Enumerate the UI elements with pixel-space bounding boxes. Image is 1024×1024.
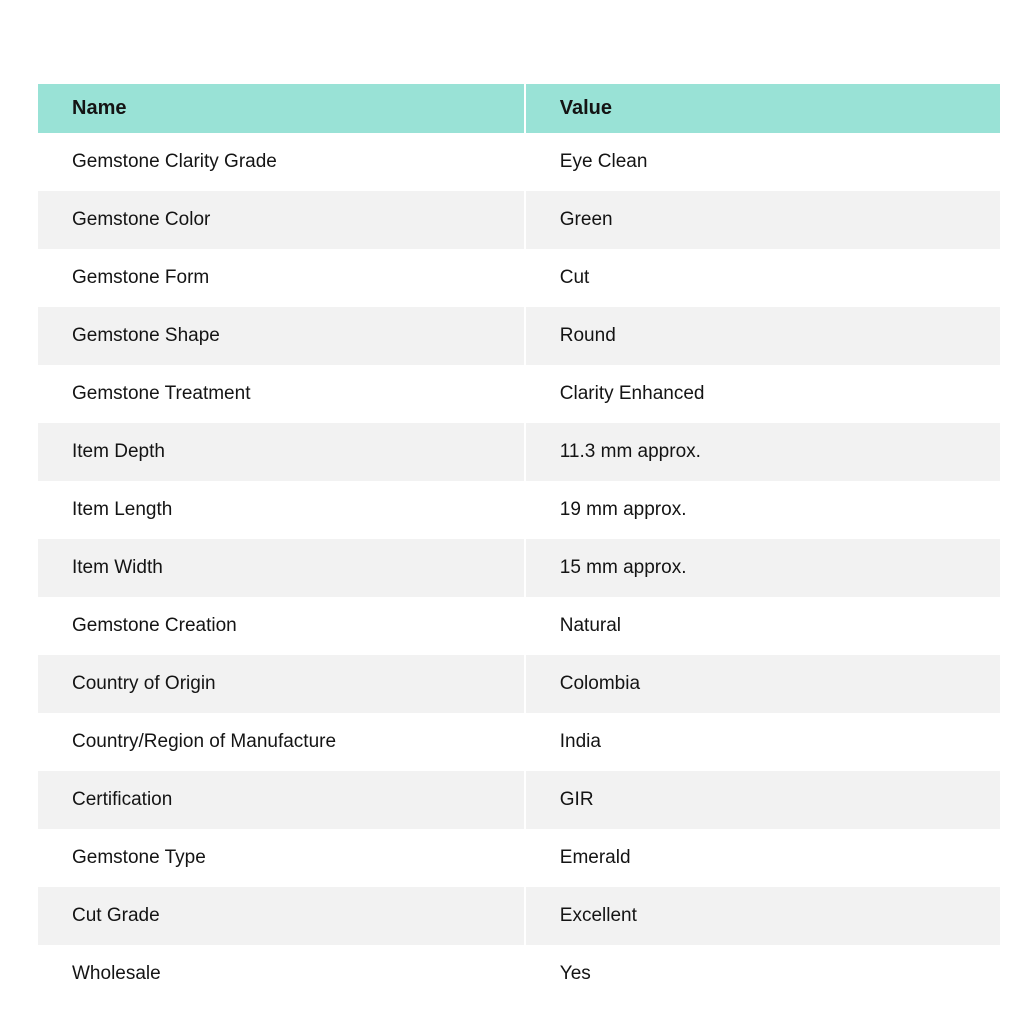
table-row [38, 191, 1000, 249]
spec-name-cell: Gemstone Form [38, 249, 525, 307]
spec-value-cell: Cut [525, 249, 1000, 307]
table-row [38, 249, 1000, 307]
spec-value-cell: Eye Clean [525, 133, 1000, 191]
spec-value-cell: GIR [525, 771, 1000, 829]
table-row [38, 597, 1000, 655]
table-row [38, 539, 1000, 597]
table-row [38, 365, 1000, 423]
table-header-row [38, 84, 1000, 133]
item-specifics-section [38, 84, 1000, 1003]
table-row [38, 307, 1000, 365]
column-header-value: Value [525, 84, 1000, 133]
table-row [38, 481, 1000, 539]
spec-value-cell: Colombia [525, 655, 1000, 713]
table-row [38, 887, 1000, 945]
column-header-name: Name [38, 84, 525, 133]
spec-value-cell: Emerald [525, 829, 1000, 887]
spec-value-cell: Natural [525, 597, 1000, 655]
spec-name-cell: Country/Region of Manufacture [38, 713, 525, 771]
spec-name-cell: Cut Grade [38, 887, 525, 945]
table-row [38, 829, 1000, 887]
spec-value-cell: Clarity Enhanced [525, 365, 1000, 423]
spec-value-cell: 11.3 mm approx. [525, 423, 1000, 481]
spec-value-cell: 19 mm approx. [525, 481, 1000, 539]
spec-name-cell: Gemstone Clarity Grade [38, 133, 525, 191]
item-specifics-table [38, 84, 1000, 1003]
spec-name-cell: Item Width [38, 539, 525, 597]
table-row [38, 133, 1000, 191]
spec-name-cell: Item Length [38, 481, 525, 539]
table-row [38, 423, 1000, 481]
spec-name-cell: Gemstone Color [38, 191, 525, 249]
spec-value-cell: India [525, 713, 1000, 771]
spec-name-cell: Wholesale [38, 945, 525, 1003]
spec-name-cell: Gemstone Treatment [38, 365, 525, 423]
spec-value-cell: Round [525, 307, 1000, 365]
spec-name-cell: Gemstone Type [38, 829, 525, 887]
spec-name-cell: Country of Origin [38, 655, 525, 713]
table-row [38, 713, 1000, 771]
spec-name-cell: Certification [38, 771, 525, 829]
spec-name-cell: Gemstone Creation [38, 597, 525, 655]
spec-name-cell: Gemstone Shape [38, 307, 525, 365]
table-row [38, 945, 1000, 1003]
spec-value-cell: Green [525, 191, 1000, 249]
table-row [38, 655, 1000, 713]
spec-name-cell: Item Depth [38, 423, 525, 481]
table-row [38, 771, 1000, 829]
spec-value-cell: Yes [525, 945, 1000, 1003]
spec-value-cell: Excellent [525, 887, 1000, 945]
spec-value-cell: 15 mm approx. [525, 539, 1000, 597]
